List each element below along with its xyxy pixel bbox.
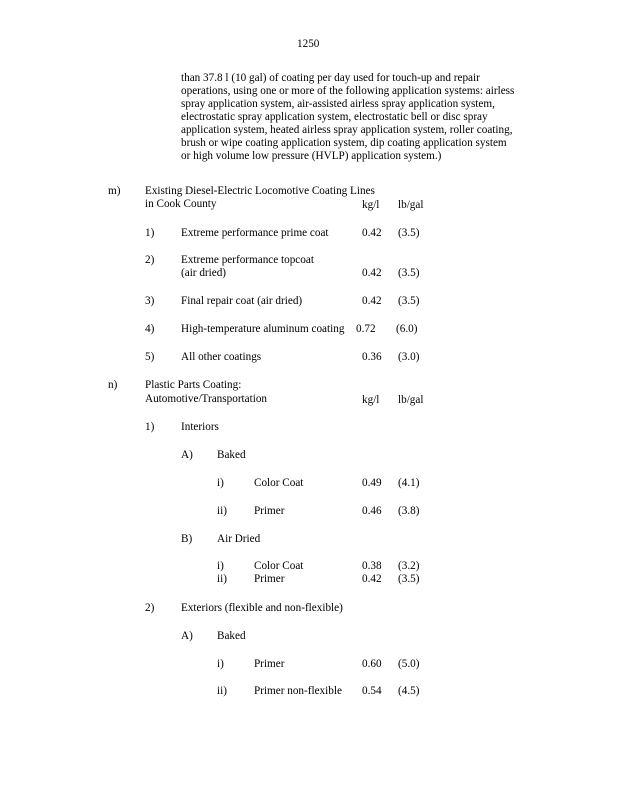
category-label: Baked [217,630,246,642]
item-kg-value: 0.42 [362,295,382,307]
item-number: 3) [145,295,155,307]
item-number: ii) [217,573,227,585]
intro-line: than 37.8 l (10 gal) of coating per day used for touch-up and repair [181,72,480,84]
unit-kg-label: kg/l [362,394,380,406]
item-label-cont: (air dried) [181,267,227,279]
intro-line: spray application system, air-assisted airless spray application system, [181,98,495,110]
intro-line: electrostatic spray application system, electrostatic bell or disc spray [181,111,488,123]
unit-lb-label: lb/gal [398,394,424,406]
item-label: Color Coat [254,560,304,572]
item-number: i) [217,658,224,670]
item-label: Final repair coat (air dried) [181,295,303,307]
item-number: 2) [145,254,155,266]
item-kg-value: 0.46 [362,505,382,517]
intro-line: operations, using one or more of the following application systems: airless [181,85,515,97]
item-label: All other coatings [181,351,262,363]
intro-line: application system, heated airless spray application system, roller coating, [181,124,513,136]
intro-paragraph [181,72,543,163]
subsection-label: Exteriors (flexible and non-flexible) [181,602,343,614]
item-lb-value: (4.1) [398,477,420,489]
item-kg-value: 0.38 [362,560,382,572]
section-m-title: Existing Diesel-Electric Locomotive Coating Lines [145,185,375,197]
item-kg-value: 0.49 [362,477,382,489]
item-lb-value: (3.5) [398,573,420,585]
section-m-marker: m) [108,185,121,197]
item-label: Primer [254,658,285,670]
item-lb-value: (3.5) [398,227,420,239]
item-kg-value: 0.42 [362,267,382,279]
item-lb-value: (3.5) [398,267,420,279]
intro-line: brush or wipe coating application system, dip coating application system [181,137,507,149]
item-number: ii) [217,685,227,697]
item-number: i) [217,560,224,572]
category-label: Baked [217,449,246,461]
category-letter: B) [181,533,193,545]
item-lb-value: (3.0) [398,351,420,363]
category-letter: A) [181,630,193,642]
unit-kg-label: kg/l [362,199,380,211]
item-number: 5) [145,351,155,363]
item-kg-value: 0.54 [362,685,382,697]
item-kg-value: 0.42 [362,573,382,585]
item-kg-value: 0.36 [362,351,382,363]
item-lb-value: (3.8) [398,505,420,517]
item-label: Primer [254,505,285,517]
item-number: 4) [145,323,155,335]
section-m-subtitle: in Cook County [145,198,217,210]
category-label: Air Dried [217,533,261,545]
category-letter: A) [181,449,193,461]
item-number: ii) [217,505,227,517]
page-number: 1250 [297,38,320,50]
item-label: Extreme performance prime coat [181,227,329,239]
item-label: Primer [254,573,285,585]
item-label: High-temperature aluminum coating [181,323,345,335]
item-label: Primer non-flexible [254,685,342,697]
item-number: i) [217,477,224,489]
section-n-subtitle: Automotive/Transportation [145,393,268,405]
item-kg-value: 0.42 [362,227,382,239]
subsection-label: Interiors [181,421,219,433]
intro-line: or high volume low pressure (HVLP) application system.) [181,150,442,162]
item-kg-value: 0.60 [362,658,382,670]
item-lb-value: (3.2) [398,560,420,572]
item-lb-value: (4.5) [398,685,420,697]
item-label: Color Coat [254,477,304,489]
item-lb-value: (3.5) [398,295,420,307]
subsection-number: 1) [145,421,155,433]
subsection-number: 2) [145,602,155,614]
item-number: 1) [145,227,155,239]
item-lb-value: (5.0) [398,658,420,670]
item-lb-value: (6.0) [396,323,418,335]
section-n-title: Plastic Parts Coating: [145,379,242,391]
section-n-marker: n) [108,379,118,391]
item-label: Extreme performance topcoat [181,254,314,266]
item-kg-value: 0.72 [356,323,376,335]
unit-lb-label: lb/gal [398,199,424,211]
